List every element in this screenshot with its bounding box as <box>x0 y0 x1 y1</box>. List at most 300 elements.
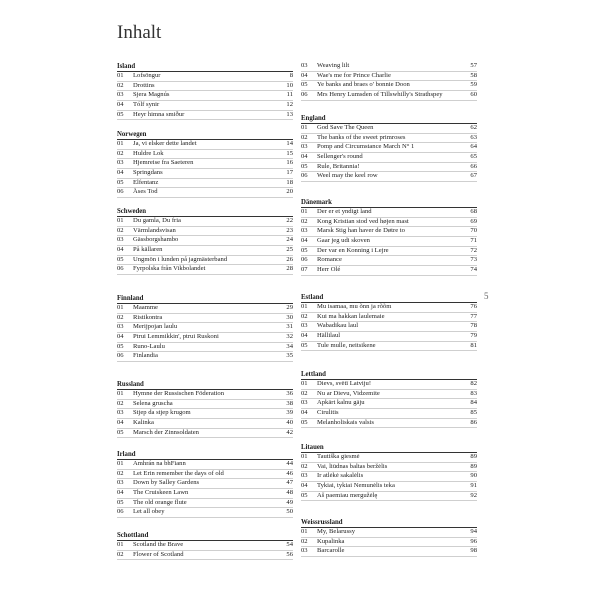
toc-entry <box>301 390 477 400</box>
entry-number: 05 <box>301 491 308 499</box>
toc-section-schweden <box>117 207 293 275</box>
entry-number: 07 <box>301 266 308 274</box>
entry-page: 34 <box>286 342 293 350</box>
toc-section-island <box>117 62 293 120</box>
toc-entry <box>301 303 477 313</box>
entry-page: 62 <box>470 124 477 131</box>
entry-page: 66 <box>470 162 477 170</box>
entry-page: 73 <box>470 256 477 264</box>
entry-page: 25 <box>286 246 293 254</box>
entry-page: 24 <box>286 236 293 244</box>
entry-page: 57 <box>470 62 477 69</box>
entry-page: 94 <box>470 528 477 535</box>
toc-entry <box>301 72 477 82</box>
toc-entry <box>117 541 293 551</box>
toc-entry <box>117 551 293 561</box>
toc-section-lettland <box>301 370 477 428</box>
toc-entry <box>301 528 477 538</box>
entry-title: Ptrui Lemmikkin', ptrui Ruskoni <box>133 333 219 341</box>
entry-number: 01 <box>117 72 124 79</box>
entry-title: Down by Salley Gardens <box>133 479 200 487</box>
toc-section-estland <box>301 293 477 351</box>
entry-page: 10 <box>286 81 293 89</box>
entry-number: 06 <box>117 508 124 516</box>
entry-number: 06 <box>117 352 124 360</box>
entry-page: 16 <box>286 159 293 167</box>
page-title: Inhalt <box>117 22 162 43</box>
toc-entry <box>117 159 293 169</box>
toc-entry <box>117 314 293 324</box>
toc-entry <box>301 453 477 463</box>
entry-number: 03 <box>117 409 124 417</box>
entry-number: 05 <box>301 246 308 254</box>
entry-number: 02 <box>117 399 124 407</box>
toc-entry <box>301 419 477 429</box>
entry-title: Amhrán na bhFiann <box>133 460 186 467</box>
toc-entry <box>301 62 477 72</box>
entry-number: 02 <box>117 226 124 234</box>
entry-title: Värmlandsvisan <box>133 226 176 234</box>
toc-entry <box>301 322 477 332</box>
toc-entry <box>301 332 477 342</box>
toc-entry <box>301 538 477 548</box>
entry-page: 36 <box>286 390 293 397</box>
entry-page: 26 <box>286 255 293 263</box>
toc-entry <box>117 343 293 353</box>
entry-page: 59 <box>470 81 477 89</box>
entry-title: Mu isamaa, mu õnn ja rõõm <box>317 303 392 310</box>
entry-page: 65 <box>470 153 477 161</box>
entry-title: Melanholiskais valsis <box>317 418 374 426</box>
entry-number: 01 <box>301 303 308 310</box>
section-heading: Norwegen <box>117 130 293 140</box>
entry-title: Der var en Konning i Lejre <box>317 246 389 254</box>
entry-title: Ja, vi elsker dette landet <box>133 140 197 147</box>
entry-page: 12 <box>286 101 293 109</box>
toc-entry <box>301 472 477 482</box>
entry-title: Wabadikau laul <box>317 322 359 330</box>
entry-number: 04 <box>301 482 308 490</box>
entry-title: Gaar jeg udi skoven <box>317 237 370 245</box>
entry-title: Kong Kristian stod ved højen mast <box>317 217 409 225</box>
toc-entry <box>301 81 477 91</box>
entry-number: 05 <box>301 418 308 426</box>
entry-number: 02 <box>301 133 308 141</box>
toc-entry <box>117 304 293 314</box>
entry-number: 01 <box>301 528 308 535</box>
entry-page: 84 <box>470 399 477 407</box>
entry-number: 02 <box>301 217 308 225</box>
entry-number: 01 <box>117 140 124 147</box>
section-heading: Estland <box>301 293 477 303</box>
entry-number: 02 <box>117 550 124 558</box>
entry-number: 06 <box>301 172 308 180</box>
entry-title: Elfentanz <box>133 178 159 186</box>
entry-title: Aš paemiau mergužėlę <box>317 491 378 499</box>
entry-number: 06 <box>301 256 308 264</box>
entry-page: 90 <box>470 472 477 480</box>
toc-entry <box>301 313 477 323</box>
entry-number: 03 <box>301 227 308 235</box>
toc-entry <box>117 91 293 101</box>
toc-entry <box>117 265 293 275</box>
entry-page: 71 <box>470 237 477 245</box>
entry-number: 03 <box>117 91 124 99</box>
entry-title: Let all obey <box>133 508 165 516</box>
toc-entry <box>117 479 293 489</box>
entry-title: Sellenger's round <box>317 153 363 161</box>
toc-section-norwegen <box>117 130 293 198</box>
entry-title: The Cruiskeen Lawn <box>133 489 189 497</box>
toc-entry <box>301 409 477 419</box>
toc-entry <box>301 124 477 134</box>
entry-title: Gässborgshambo <box>133 236 179 244</box>
entry-page: 39 <box>286 409 293 417</box>
toc-entry <box>117 111 293 121</box>
entry-number: 01 <box>117 390 124 397</box>
section-heading: Russland <box>117 380 293 390</box>
toc-section-weissrussland <box>301 518 477 557</box>
entry-page: 42 <box>286 428 293 436</box>
entry-title: Rule, Britannia! <box>317 162 360 170</box>
entry-title: Herr Olé <box>317 266 341 274</box>
toc-section-d-nemark <box>301 198 477 276</box>
entry-number: 03 <box>117 323 124 331</box>
entry-page: 58 <box>470 71 477 79</box>
entry-title: Ye banks and braes o' bonnie Doon <box>317 81 410 89</box>
toc-entry <box>117 429 293 439</box>
toc-section-finnland <box>117 294 293 362</box>
toc-entry <box>117 323 293 333</box>
toc-entry <box>117 217 293 227</box>
entry-number: 03 <box>301 143 308 151</box>
entry-title: Vai, lіūdnas baltas beržėlis <box>317 462 388 470</box>
entry-title: Let Erin remember the days of old <box>133 469 224 477</box>
entry-number: 02 <box>117 313 124 321</box>
entry-page: 54 <box>286 541 293 548</box>
entry-number: 05 <box>117 255 124 263</box>
toc-entry <box>301 399 477 409</box>
entry-title: Finlandia <box>133 352 158 360</box>
entry-page: 44 <box>286 460 293 467</box>
toc-entry <box>117 460 293 470</box>
entry-title: Du gamla, Du fria <box>133 217 181 224</box>
entry-title: Apkārt kalnu gāju <box>317 399 365 407</box>
toc-entry <box>117 390 293 400</box>
toc-entry <box>301 342 477 352</box>
entry-number: 03 <box>117 236 124 244</box>
entry-page: 18 <box>286 178 293 186</box>
entry-title: Tautiška giesmė <box>317 453 360 460</box>
entry-page: 47 <box>286 479 293 487</box>
entry-title: Ristikontra <box>133 313 163 321</box>
entry-page: 60 <box>470 91 477 99</box>
entry-title: Åses Tod <box>133 188 158 196</box>
entry-page: 98 <box>470 547 477 555</box>
entry-title: Ungmön i lunden på jagmästerband <box>133 255 228 263</box>
entry-title: Der er et yndigt land <box>317 208 372 215</box>
entry-page: 83 <box>470 389 477 397</box>
entry-title: Weel may the keel row <box>317 172 378 180</box>
toc-entry <box>117 169 293 179</box>
entry-number: 03 <box>301 547 308 555</box>
entry-page: 70 <box>470 227 477 235</box>
entry-page: 56 <box>286 550 293 558</box>
toc-entry <box>301 153 477 163</box>
entry-title: På källaren <box>133 246 163 254</box>
toc-entry <box>117 246 293 256</box>
entry-page: 74 <box>470 266 477 274</box>
entry-title: Barcarolle <box>317 547 345 555</box>
entry-page: 17 <box>286 169 293 177</box>
entry-number: 01 <box>301 453 308 460</box>
entry-page: 49 <box>286 498 293 506</box>
toc-entry <box>117 179 293 189</box>
section-heading: England <box>301 114 477 124</box>
entry-page: 67 <box>470 172 477 180</box>
entry-number: 04 <box>117 333 124 341</box>
entry-title: Stjep da stjep krugom <box>133 409 191 417</box>
entry-page: 38 <box>286 399 293 407</box>
toc-entry <box>117 188 293 198</box>
toc-entry <box>301 482 477 492</box>
section-heading: Finnland <box>117 294 293 304</box>
entry-number: 05 <box>117 178 124 186</box>
entry-number: 04 <box>301 71 308 79</box>
toc-entry <box>301 227 477 237</box>
entry-number: 04 <box>117 419 124 427</box>
toc-entry <box>301 380 477 390</box>
entry-number: 04 <box>117 101 124 109</box>
toc-entry <box>117 236 293 246</box>
entry-number: 01 <box>301 380 308 387</box>
toc-entry <box>117 470 293 480</box>
entry-title: Romance <box>317 256 342 264</box>
entry-number: 06 <box>117 188 124 196</box>
toc-entry <box>117 82 293 92</box>
entry-number: 01 <box>117 304 124 311</box>
entry-number: 06 <box>117 265 124 273</box>
toc-entry <box>117 256 293 266</box>
toc-section-russland <box>117 380 293 438</box>
toc-section-irland <box>117 450 293 518</box>
entry-title: The banks of the sweet primroses <box>317 133 406 141</box>
toc-section-england <box>301 114 477 182</box>
entry-page: 28 <box>286 265 293 273</box>
toc-entry <box>117 352 293 362</box>
entry-page: 72 <box>470 246 477 254</box>
toc-entry <box>301 547 477 557</box>
entry-number: 06 <box>301 91 308 99</box>
entry-title: Drottins <box>133 81 155 89</box>
toc-entry <box>117 409 293 419</box>
entry-number: 05 <box>117 110 124 118</box>
entry-page: 81 <box>470 341 477 349</box>
entry-title: Merijpojan laulu <box>133 323 178 331</box>
entry-title: Selena gruscha <box>133 399 173 407</box>
toc-entry <box>117 140 293 150</box>
entry-number: 03 <box>117 479 124 487</box>
entry-title: Tólf synir <box>133 101 160 109</box>
toc-entry <box>301 163 477 173</box>
toc-entry <box>117 72 293 82</box>
section-heading: Schweden <box>117 207 293 217</box>
entry-number: 05 <box>301 81 308 89</box>
entry-page: 48 <box>286 489 293 497</box>
entry-number: 02 <box>301 537 308 545</box>
entry-number: 04 <box>301 237 308 245</box>
toc-section-litauen <box>301 443 477 501</box>
entry-page: 64 <box>470 143 477 151</box>
entry-number: 04 <box>117 489 124 497</box>
section-heading: Litauen <box>301 443 477 453</box>
section-heading: Irland <box>117 450 293 460</box>
entry-number: 01 <box>301 124 308 131</box>
entry-page: 30 <box>286 313 293 321</box>
entry-number: 04 <box>301 332 308 340</box>
entry-title: God Save The Queen <box>317 124 374 131</box>
entry-title: Dievs, svētī Latviju! <box>317 380 372 387</box>
entry-page: 29 <box>286 304 293 311</box>
toc-entry <box>301 143 477 153</box>
entry-page: 79 <box>470 332 477 340</box>
toc-section-continued <box>301 62 477 101</box>
entry-page: 86 <box>470 418 477 426</box>
entry-number: 01 <box>117 541 124 548</box>
entry-title: My, Belarussy <box>317 528 356 535</box>
entry-title: Sjera Magnús <box>133 91 170 99</box>
section-heading: Dänemark <box>301 198 477 208</box>
entry-number: 03 <box>117 159 124 167</box>
entry-number: 05 <box>301 341 308 349</box>
entry-title: Fyrpolska från Vikbolandet <box>133 265 206 273</box>
toc-entry <box>117 489 293 499</box>
toc-entry <box>301 256 477 266</box>
toc-entry <box>117 400 293 410</box>
entry-number: 02 <box>301 389 308 397</box>
entry-title: Runo-Laulu <box>133 342 165 350</box>
entry-page: 23 <box>286 226 293 234</box>
entry-title: Springdans <box>133 169 163 177</box>
entry-number: 01 <box>117 460 124 467</box>
entry-page: 40 <box>286 419 293 427</box>
entry-page: 50 <box>286 508 293 516</box>
entry-number: 02 <box>117 149 124 157</box>
entry-title: Heyr himna smiður <box>133 110 185 118</box>
section-heading: Island <box>117 62 293 72</box>
entry-title: Wae's me for Prince Charlie <box>317 71 391 79</box>
entry-title: Pomp and Circumstance March N° 1 <box>317 143 415 151</box>
entry-title: Hymne der Russischen Föderation <box>133 390 225 397</box>
toc-entry <box>301 266 477 276</box>
toc-entry <box>117 150 293 160</box>
entry-page: 96 <box>470 537 477 545</box>
entry-number: 01 <box>301 208 308 215</box>
toc-entry <box>117 499 293 509</box>
entry-title: Scotland the Brave <box>133 541 184 548</box>
toc-entry <box>301 172 477 182</box>
section-heading: Lettland <box>301 370 477 380</box>
toc-entry <box>301 218 477 228</box>
entry-page: 69 <box>470 217 477 225</box>
entry-title: Huldre Lok <box>133 149 164 157</box>
entry-title: Hjemreise fra Saeteren <box>133 159 194 167</box>
entry-title: Kalinka <box>133 419 154 427</box>
entry-number: 05 <box>117 428 124 436</box>
toc-entry <box>301 492 477 502</box>
entry-page: 85 <box>470 409 477 417</box>
entry-page: 31 <box>286 323 293 331</box>
entry-number: 05 <box>117 498 124 506</box>
entry-title: Marsk Stig han haver de Døtre to <box>317 227 405 235</box>
entry-page: 91 <box>470 482 477 490</box>
toc-entry <box>117 101 293 111</box>
entry-title: Tykiai, tykiai Nemunėlis teka <box>317 482 395 490</box>
toc-entry <box>301 91 477 101</box>
entry-page: 89 <box>470 462 477 470</box>
entry-page: 68 <box>470 208 477 215</box>
toc-entry <box>301 134 477 144</box>
entry-number: 05 <box>301 162 308 170</box>
entry-number: 04 <box>117 246 124 254</box>
entry-title: Weaving lilt <box>317 62 350 69</box>
entry-page: 22 <box>286 217 293 224</box>
toc-entry <box>117 508 293 518</box>
entry-page: 14 <box>286 140 293 147</box>
toc-entry <box>301 237 477 247</box>
entry-number: 02 <box>301 312 308 320</box>
entry-page: 8 <box>289 72 293 79</box>
toc-entry <box>301 463 477 473</box>
entry-title: Maamme <box>133 304 158 311</box>
entry-title: The old orange flute <box>133 498 187 506</box>
toc-entry <box>117 333 293 343</box>
entry-page: 82 <box>470 380 477 387</box>
entry-number: 04 <box>301 409 308 417</box>
entry-page: 35 <box>286 352 293 360</box>
entry-title: Flower of Scotland <box>133 550 184 558</box>
entry-number: 02 <box>301 462 308 470</box>
entry-page: 13 <box>286 110 293 118</box>
entry-title: Kupalinka <box>317 537 345 545</box>
entry-page: 11 <box>286 91 293 99</box>
entry-page: 15 <box>286 149 293 157</box>
entry-page: 63 <box>470 133 477 141</box>
entry-title: Cirulitis <box>317 409 339 417</box>
entry-number: 02 <box>117 81 124 89</box>
entry-title: Hällilaul <box>317 332 341 340</box>
toc-entry <box>301 247 477 257</box>
section-heading: Schottland <box>117 531 293 541</box>
entry-page: 78 <box>470 322 477 330</box>
entry-number: 03 <box>301 62 308 69</box>
entry-page: 20 <box>286 188 293 196</box>
entry-title: Mrs Henry Lumsden of Tillswhilly's Strathspey <box>317 91 443 99</box>
entry-title: Marsch der Zinnsoldaten <box>133 428 199 436</box>
toc-entry <box>301 208 477 218</box>
entry-number: 02 <box>117 469 124 477</box>
entry-number: 03 <box>301 322 308 330</box>
entry-page: 77 <box>470 312 477 320</box>
entry-number: 01 <box>117 217 124 224</box>
page-number-mark: 5 <box>484 291 489 301</box>
entry-title: Nu ar Dievu, Vidzemite <box>317 389 380 397</box>
entry-page: 92 <box>470 491 477 499</box>
section-heading: Weissrussland <box>301 518 477 528</box>
entry-page: 32 <box>286 333 293 341</box>
entry-number: 03 <box>301 399 308 407</box>
entry-title: Kui ma hakkan laulemaie <box>317 312 385 320</box>
